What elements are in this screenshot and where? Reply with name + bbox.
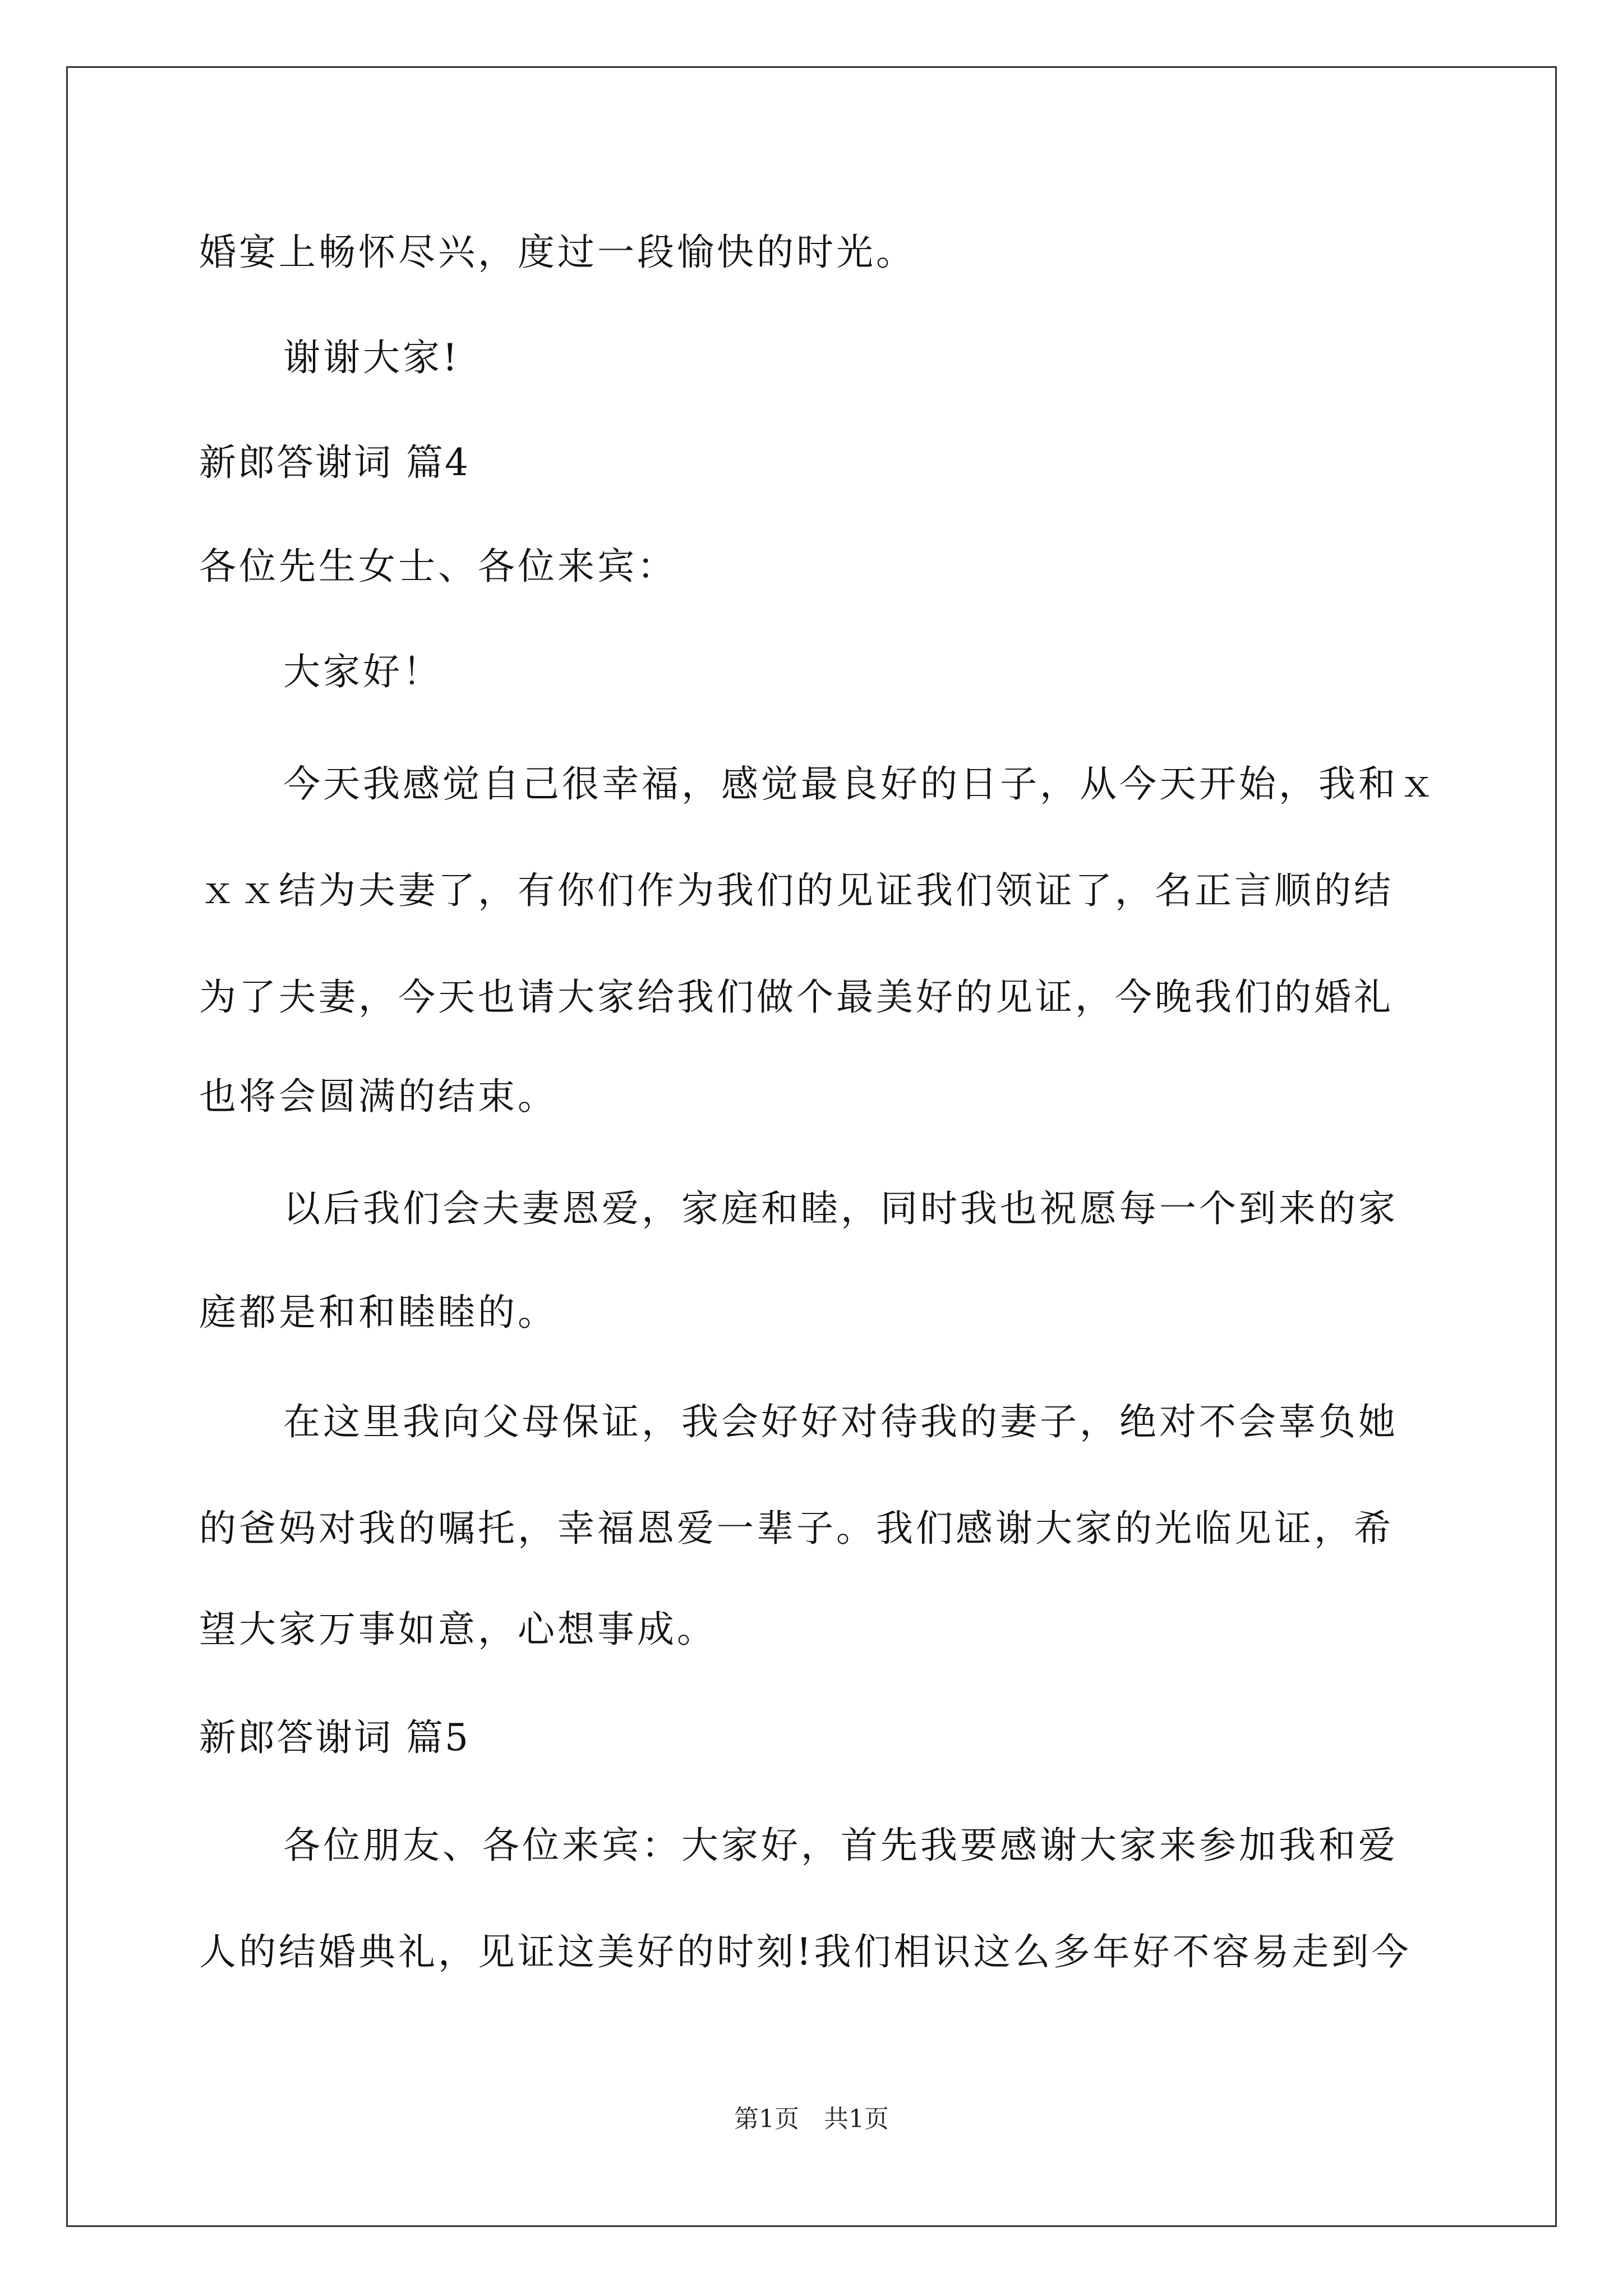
paragraph-line: 为了夫妻，今天也请大家给我们做个最美好的见证，今晚我们的婚礼: [199, 976, 1394, 1019]
paragraph-line: 婚宴上畅怀尽兴，度过一段愉快的时光。: [199, 231, 916, 274]
paragraph-line: 今天我感觉自己很幸福，感觉最良好的日子，从今天开始，我和ｘ: [283, 762, 1438, 806]
paragraph-line: 谢谢大家!: [283, 336, 460, 379]
paragraph-line: 人的结婚典礼，见证这美好的时刻!我们相识这么多年好不容易走到今: [199, 1930, 1412, 1973]
paragraph-line: 望大家万事如意，心想事成。: [199, 1608, 717, 1651]
paragraph-line: ｘｘ结为夫妻了，有你们作为我们的见证我们领证了，名正言顺的结: [199, 869, 1394, 912]
section-heading: 新郎答谢词 篇4: [199, 441, 470, 484]
page-border: [66, 66, 1557, 2227]
paragraph-line: 各位朋友、各位来宾：大家好，首先我要感谢大家来参加我和爱: [283, 1824, 1398, 1867]
paragraph-line: 在这里我向父母保证，我会好好对待我的妻子，绝对不会辜负她: [283, 1400, 1398, 1443]
salutation: 各位先生女士、各位来宾：: [199, 545, 677, 588]
paragraph-line: 以后我们会夫妻恩爱，家庭和睦，同时我也祝愿每一个到来的家: [283, 1187, 1398, 1230]
greeting: 大家好！: [283, 650, 442, 693]
paragraph-line: 的爸妈对我的嘱托，幸福恩爱一辈子。我们感谢大家的光临见证，希: [199, 1507, 1394, 1550]
paragraph-line: 庭都是和和睦睦的。: [199, 1291, 557, 1334]
section-heading: 新郎答谢词 篇5: [199, 1716, 470, 1759]
page-footer: 第1页 共1页: [734, 2105, 889, 2133]
paragraph-line: 也将会圆满的结束。: [199, 1075, 557, 1118]
